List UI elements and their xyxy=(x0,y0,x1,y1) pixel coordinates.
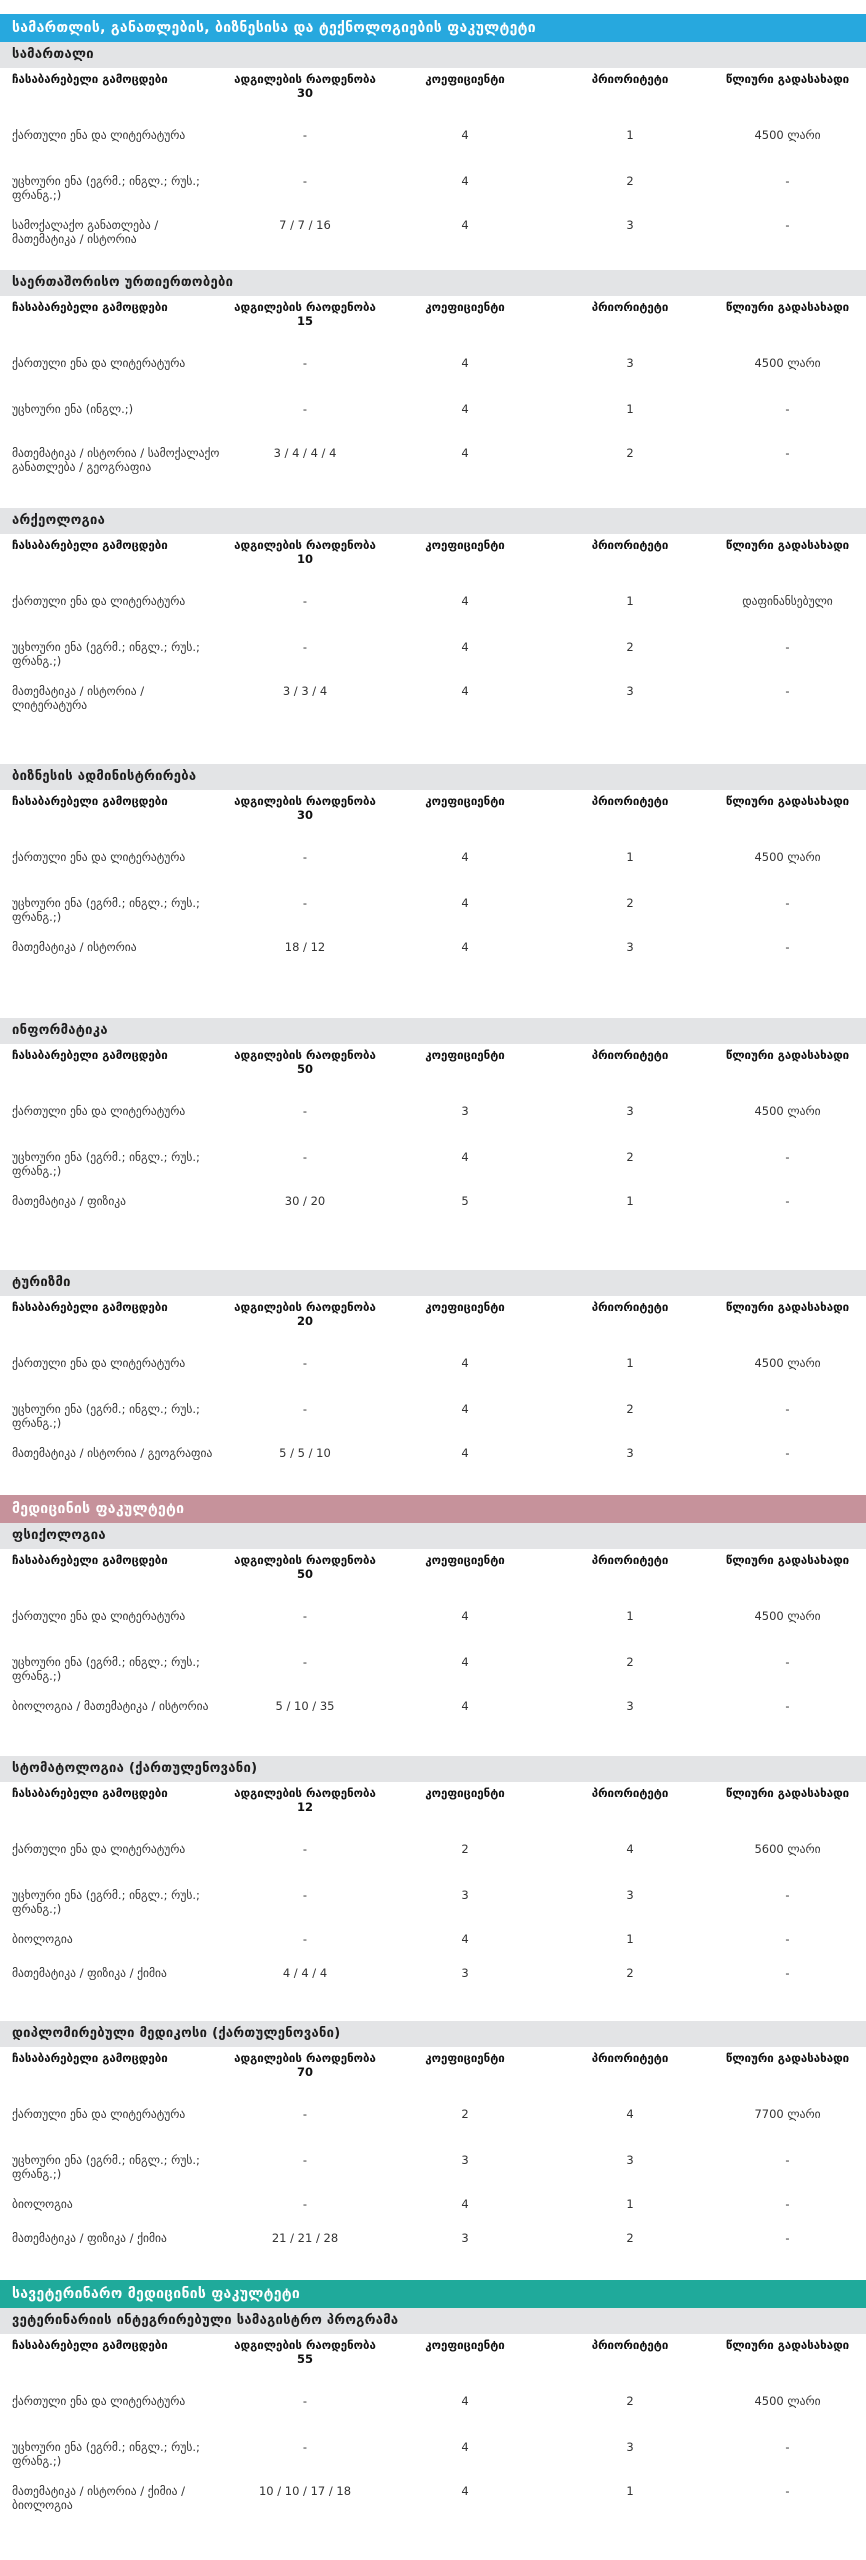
table-row xyxy=(0,2151,866,2195)
subject-cell: ქართული ენა და ლიტერატურა xyxy=(12,594,186,608)
table-row xyxy=(0,354,866,400)
header-priority: პრიორიტეტი xyxy=(591,538,669,552)
places-count: 30 xyxy=(296,86,313,100)
priority-cell: 4 xyxy=(626,2107,634,2121)
fee-cell: - xyxy=(785,1150,790,1164)
coefficient-cell: 3 xyxy=(461,1966,469,1980)
program-section xyxy=(0,508,866,726)
header-subjects: ჩასაბარებელი გამოცდები xyxy=(12,2051,168,2065)
fee-cell: - xyxy=(785,174,790,188)
coefficient-cell: 4 xyxy=(461,684,469,698)
fee-cell: - xyxy=(785,684,790,698)
subject-cell: უცხოური ენა (ეგრმ.; ინგლ.; რუს.; ფრანგ.;) xyxy=(12,1402,200,1430)
coefficient-cell: 4 xyxy=(461,850,469,864)
coefficient-cell: 4 xyxy=(461,2197,469,2211)
table-header xyxy=(0,1044,866,1102)
header-coefficient: კოეფიციენტი xyxy=(425,2338,505,2352)
coefficient-cell: 4 xyxy=(461,2440,469,2454)
places-cell: - xyxy=(302,1150,308,1164)
header-priority: პრიორიტეტი xyxy=(591,72,669,86)
subject-cell: უცხოური ენა (ინგლ.;) xyxy=(12,402,134,416)
places-cell: - xyxy=(302,1888,308,1902)
program-section xyxy=(0,1270,866,1488)
table-row xyxy=(0,1840,866,1886)
subject-cell: ქართული ენა და ლიტერატურა xyxy=(12,128,186,142)
header-subjects: ჩასაბარებელი გამოცდები xyxy=(12,538,168,552)
table-row xyxy=(0,1192,866,1236)
header-places xyxy=(230,72,380,100)
table-row xyxy=(0,1354,866,1400)
header-fee: წლიური გადასახადი xyxy=(725,1553,850,1567)
priority-cell: 1 xyxy=(626,128,634,142)
header-places xyxy=(230,538,380,566)
places-cell: - xyxy=(302,1609,308,1623)
fee-cell: - xyxy=(785,1966,790,1980)
header-fee: წლიური გადასახადი xyxy=(725,794,850,808)
table-row xyxy=(0,2392,866,2438)
places-cell: - xyxy=(302,402,308,416)
table-row xyxy=(0,216,866,258)
coefficient-cell: 4 xyxy=(461,174,469,188)
subject-cell: მათემატიკა / ფიზიკა / ქიმია xyxy=(12,2231,167,2245)
places-count: 15 xyxy=(296,314,313,328)
subject-cell: მათემატიკა / ისტორია / ლიტერატურა xyxy=(12,684,145,712)
places-cell: - xyxy=(302,850,308,864)
coefficient-cell: 4 xyxy=(461,1356,469,1370)
priority-cell: 3 xyxy=(626,218,634,232)
table-header xyxy=(0,2334,866,2392)
subject-cell: ქართული ენა და ლიტერატურა xyxy=(12,850,186,864)
fee-cell: 4500 ლარი xyxy=(754,2394,821,2408)
header-places-label: ადგილების რაოდენობა xyxy=(234,1553,376,1567)
subject-cell: უცხოური ენა (ეგრმ.; ინგლ.; რუს.; ფრანგ.;) xyxy=(12,174,200,202)
header-coefficient: კოეფიციენტი xyxy=(425,538,505,552)
header-fee: წლიური გადასახადი xyxy=(725,1786,850,1800)
priority-cell: 3 xyxy=(626,1446,634,1460)
coefficient-cell: 4 xyxy=(461,2484,469,2498)
header-places xyxy=(230,2051,380,2079)
subject-cell: სამოქალაქო განათლება / მათემატიკა / ისტორია xyxy=(12,218,159,246)
places-count: 20 xyxy=(296,1314,313,1328)
table-row xyxy=(0,2195,866,2229)
priority-cell: 2 xyxy=(626,2231,634,2245)
coefficient-cell: 4 xyxy=(461,356,469,370)
header-places-label: ადგილების რაოდენობა xyxy=(234,72,376,86)
subject-cell: უცხოური ენა (ეგრმ.; ინგლ.; რუს.; ფრანგ.;) xyxy=(12,2153,200,2181)
subject-cell: მათემატიკა / ფიზიკა xyxy=(12,1194,126,1208)
coefficient-cell: 4 xyxy=(461,1699,469,1713)
fee-cell: - xyxy=(785,1932,790,1946)
priority-cell: 3 xyxy=(626,356,634,370)
fee-cell: 4500 ლარი xyxy=(754,1356,821,1370)
program-title: არქეოლოგია xyxy=(0,508,866,534)
places-count: 70 xyxy=(296,2065,313,2079)
coefficient-cell: 4 xyxy=(461,402,469,416)
priority-cell: 3 xyxy=(626,1888,634,1902)
table-row xyxy=(0,444,866,506)
header-fee: წლიური გადასახადი xyxy=(725,300,850,314)
subject-cell: უცხოური ენა (ეგრმ.; ინგლ.; რუს.; ფრანგ.;) xyxy=(12,1655,200,1683)
header-subjects: ჩასაბარებელი გამოცდები xyxy=(12,1048,168,1062)
priority-cell: 2 xyxy=(626,1150,634,1164)
table-header xyxy=(0,2047,866,2105)
header-priority: პრიორიტეტი xyxy=(591,2051,669,2065)
fee-cell: - xyxy=(785,896,790,910)
subject-cell: მათემატიკა / ფიზიკა / ქიმია xyxy=(12,1966,167,1980)
table-row xyxy=(0,2229,866,2273)
priority-cell: 3 xyxy=(626,1104,634,1118)
priority-cell: 2 xyxy=(626,1655,634,1669)
places-cell: - xyxy=(302,1104,308,1118)
header-coefficient: კოეფიციენტი xyxy=(425,72,505,86)
places-cell: - xyxy=(302,1655,308,1669)
coefficient-cell: 4 xyxy=(461,218,469,232)
header-places-label: ადგილების რაოდენობა xyxy=(234,1048,376,1062)
coefficient-cell: 3 xyxy=(461,2231,469,2245)
table-row xyxy=(0,1400,866,1444)
places-cell: 5 / 5 / 10 xyxy=(279,1446,331,1460)
program-section xyxy=(0,270,866,506)
header-subjects: ჩასაბარებელი გამოცდები xyxy=(12,300,168,314)
header-places xyxy=(230,300,380,328)
header-places xyxy=(230,2338,380,2366)
places-count: 50 xyxy=(296,1567,313,1581)
header-subjects: ჩასაბარებელი გამოცდები xyxy=(12,1786,168,1800)
table-row xyxy=(0,172,866,216)
priority-cell: 1 xyxy=(626,1356,634,1370)
priority-cell: 1 xyxy=(626,1609,634,1623)
places-cell: - xyxy=(302,356,308,370)
places-count: 55 xyxy=(296,2352,313,2366)
header-coefficient: კოეფიციენტი xyxy=(425,1553,505,1567)
priority-cell: 1 xyxy=(626,1932,634,1946)
table-row xyxy=(0,938,866,982)
places-cell: - xyxy=(302,2107,308,2121)
priority-cell: 3 xyxy=(626,1699,634,1713)
table-header xyxy=(0,1549,866,1607)
fee-cell: 4500 ლარი xyxy=(754,128,821,142)
program-title: ბიზნესის ადმინისტრირება xyxy=(0,764,866,790)
header-places-label: ადგილების რაოდენობა xyxy=(234,2338,376,2352)
table-header xyxy=(0,1296,866,1354)
table-header xyxy=(0,1782,866,1840)
places-cell: - xyxy=(302,594,308,608)
priority-cell: 2 xyxy=(626,174,634,188)
priority-cell: 3 xyxy=(626,940,634,954)
subject-cell: უცხოური ენა (ეგრმ.; ინგლ.; რუს.; ფრანგ.;) xyxy=(12,1888,200,1916)
fee-cell: 5600 ლარი xyxy=(754,1842,821,1856)
fee-cell: - xyxy=(785,2440,790,2454)
table-row xyxy=(0,1653,866,1697)
header-subjects: ჩასაბარებელი გამოცდები xyxy=(12,2338,168,2352)
program-section xyxy=(0,764,866,982)
priority-cell: 1 xyxy=(626,402,634,416)
places-cell: 3 / 4 / 4 / 4 xyxy=(273,446,337,460)
header-coefficient: კოეფიციენტი xyxy=(425,300,505,314)
coefficient-cell: 2 xyxy=(461,2107,469,2121)
fee-cell: - xyxy=(785,1402,790,1416)
fee-cell: - xyxy=(785,2484,790,2498)
fee-cell: დაფინანსებული xyxy=(742,594,833,608)
program-title: ტურიზმი xyxy=(0,1270,866,1296)
header-priority: პრიორიტეტი xyxy=(591,1300,669,1314)
coefficient-cell: 4 xyxy=(461,594,469,608)
fee-cell: 4500 ლარი xyxy=(754,1609,821,1623)
coefficient-cell: 3 xyxy=(461,2153,469,2167)
header-places xyxy=(230,1300,380,1328)
places-cell: - xyxy=(302,128,308,142)
faculty-header: სავეტერინარო მედიცინის ფაკულტეტი xyxy=(0,2280,866,2308)
places-cell: 7 / 7 / 16 xyxy=(279,218,331,232)
subject-cell: ქართული ენა და ლიტერატურა xyxy=(12,1609,186,1623)
fee-cell: - xyxy=(785,640,790,654)
header-priority: პრიორიტეტი xyxy=(591,2338,669,2352)
header-coefficient: კოეფიციენტი xyxy=(425,794,505,808)
fee-cell: 4500 ლარი xyxy=(754,850,821,864)
faculty-header: მედიცინის ფაკულტეტი xyxy=(0,1495,866,1523)
header-fee: წლიური გადასახადი xyxy=(725,2338,850,2352)
priority-cell: 1 xyxy=(626,2484,634,2498)
coefficient-cell: 4 xyxy=(461,640,469,654)
places-count: 30 xyxy=(296,808,313,822)
priority-cell: 2 xyxy=(626,446,634,460)
table-header xyxy=(0,534,866,592)
header-priority: პრიორიტეტი xyxy=(591,1786,669,1800)
places-cell: 10 / 10 / 17 / 18 xyxy=(258,2484,352,2498)
coefficient-cell: 4 xyxy=(461,1402,469,1416)
places-cell: - xyxy=(302,896,308,910)
fee-cell: 7700 ლარი xyxy=(754,2107,821,2121)
table-row xyxy=(0,126,866,172)
subject-cell: ქართული ენა და ლიტერატურა xyxy=(12,2107,186,2121)
table-row xyxy=(0,894,866,938)
program-title: ვეტერინარიის ინტეგრირებული სამაგისტრო პროგრამა xyxy=(0,2308,866,2334)
fee-cell: - xyxy=(785,446,790,460)
header-priority: პრიორიტეტი xyxy=(591,1048,669,1062)
places-count: 12 xyxy=(296,1800,313,1814)
places-cell: - xyxy=(302,1402,308,1416)
subject-cell: ქართული ენა და ლიტერატურა xyxy=(12,1104,186,1118)
fee-cell: - xyxy=(785,1699,790,1713)
header-fee: წლიური გადასახადი xyxy=(725,2051,850,2065)
coefficient-cell: 4 xyxy=(461,940,469,954)
faculty-header: სამართლის, განათლების, ბიზნესისა და ტექნოლოგიების ფაკულტეტი xyxy=(0,14,866,42)
subject-cell: უცხოური ენა (ეგრმ.; ინგლ.; რუს.; ფრანგ.;) xyxy=(12,896,200,924)
table-row xyxy=(0,1930,866,1964)
coefficient-cell: 4 xyxy=(461,1446,469,1460)
program-title: ფსიქოლოგია xyxy=(0,1523,866,1549)
places-cell: 4 / 4 / 4 xyxy=(282,1966,328,1980)
header-priority: პრიორიტეტი xyxy=(591,1553,669,1567)
header-places xyxy=(230,1048,380,1076)
priority-cell: 2 xyxy=(626,896,634,910)
header-places-label: ადგილების რაოდენობა xyxy=(234,2051,376,2065)
coefficient-cell: 5 xyxy=(461,1194,469,1208)
table-header xyxy=(0,296,866,354)
header-subjects: ჩასაბარებელი გამოცდები xyxy=(12,794,168,808)
fee-cell: 4500 ლარი xyxy=(754,1104,821,1118)
program-title: სტომატოლოგია (ქართულენოვანი) xyxy=(0,1756,866,1782)
program-title: საერთაშორისო ურთიერთობები xyxy=(0,270,866,296)
fee-cell: 4500 ლარი xyxy=(754,356,821,370)
coefficient-cell: 4 xyxy=(461,446,469,460)
places-cell: 3 / 3 / 4 xyxy=(282,684,328,698)
header-places xyxy=(230,794,380,822)
subject-cell: ბიოლოგია / მათემატიკა / ისტორია xyxy=(12,1699,209,1713)
places-cell: - xyxy=(302,640,308,654)
places-cell: - xyxy=(302,2440,308,2454)
places-cell: 30 / 20 xyxy=(284,1194,326,1208)
program-section xyxy=(0,2021,866,2273)
subject-cell: მათემატიკა / ისტორია xyxy=(12,940,137,954)
places-cell: - xyxy=(302,2394,308,2408)
coefficient-cell: 4 xyxy=(461,128,469,142)
fee-cell: - xyxy=(785,2197,790,2211)
program-title: ინფორმატიკა xyxy=(0,1018,866,1044)
table-row xyxy=(0,1697,866,1741)
coefficient-cell: 4 xyxy=(461,2394,469,2408)
priority-cell: 1 xyxy=(626,850,634,864)
priority-cell: 3 xyxy=(626,684,634,698)
table-row xyxy=(0,2482,866,2530)
header-fee: წლიური გადასახადი xyxy=(725,1300,850,1314)
fee-cell: - xyxy=(785,1655,790,1669)
program-section xyxy=(0,1523,866,1741)
program-section xyxy=(0,42,866,258)
table-row xyxy=(0,1886,866,1930)
priority-cell: 4 xyxy=(626,1842,634,1856)
places-cell: - xyxy=(302,2197,308,2211)
subject-cell: ბიოლოგია xyxy=(12,1932,73,1946)
table-row xyxy=(0,1148,866,1192)
coefficient-cell: 2 xyxy=(461,1842,469,1856)
header-places xyxy=(230,1786,380,1814)
table-row xyxy=(0,638,866,682)
table-row xyxy=(0,2438,866,2482)
fee-cell: - xyxy=(785,1194,790,1208)
header-coefficient: კოეფიციენტი xyxy=(425,1048,505,1062)
coefficient-cell: 4 xyxy=(461,1932,469,1946)
header-coefficient: კოეფიციენტი xyxy=(425,2051,505,2065)
header-places-label: ადგილების რაოდენობა xyxy=(234,538,376,552)
places-cell: - xyxy=(302,174,308,188)
program-section xyxy=(0,1018,866,1236)
places-cell: 21 / 21 / 28 xyxy=(271,2231,339,2245)
header-places-label: ადგილების რაოდენობა xyxy=(234,794,376,808)
header-coefficient: კოეფიციენტი xyxy=(425,1786,505,1800)
coefficient-cell: 3 xyxy=(461,1888,469,1902)
program-section xyxy=(0,2308,866,2530)
table-row xyxy=(0,592,866,638)
places-cell: 5 / 10 / 35 xyxy=(275,1699,335,1713)
program-title: სამართალი xyxy=(0,42,866,68)
table-header xyxy=(0,790,866,848)
priority-cell: 2 xyxy=(626,1966,634,1980)
subject-cell: უცხოური ენა (ეგრმ.; ინგლ.; რუს.; ფრანგ.;) xyxy=(12,640,200,668)
fee-cell: - xyxy=(785,1446,790,1460)
priority-cell: 2 xyxy=(626,640,634,654)
header-subjects: ჩასაბარებელი გამოცდები xyxy=(12,1300,168,1314)
table-row xyxy=(0,682,866,726)
subject-cell: უცხოური ენა (ეგრმ.; ინგლ.; რუს.; ფრანგ.;) xyxy=(12,2440,200,2468)
priority-cell: 2 xyxy=(626,2394,634,2408)
priority-cell: 1 xyxy=(626,1194,634,1208)
fee-cell: - xyxy=(785,402,790,416)
coefficient-cell: 4 xyxy=(461,1150,469,1164)
table-row xyxy=(0,400,866,444)
header-fee: წლიური გადასახადი xyxy=(725,538,850,552)
coefficient-cell: 4 xyxy=(461,1655,469,1669)
table-row xyxy=(0,2105,866,2151)
priority-cell: 3 xyxy=(626,2440,634,2454)
subject-cell: ქართული ენა და ლიტერატურა xyxy=(12,356,186,370)
fee-cell: - xyxy=(785,2153,790,2167)
header-priority: პრიორიტეტი xyxy=(591,300,669,314)
subject-cell: უცხოური ენა (ეგრმ.; ინგლ.; რუს.; ფრანგ.;) xyxy=(12,1150,200,1178)
table-row xyxy=(0,848,866,894)
fee-cell: - xyxy=(785,940,790,954)
subject-cell: ქართული ენა და ლიტერატურა xyxy=(12,2394,186,2408)
header-coefficient: კოეფიციენტი xyxy=(425,1300,505,1314)
coefficient-cell: 3 xyxy=(461,1104,469,1118)
header-places-label: ადგილების რაოდენობა xyxy=(234,300,376,314)
subject-cell: ქართული ენა და ლიტერატურა xyxy=(12,1842,186,1856)
table-row xyxy=(0,1607,866,1653)
header-priority: პრიორიტეტი xyxy=(591,794,669,808)
priority-cell: 2 xyxy=(626,1402,634,1416)
places-cell: - xyxy=(302,1932,308,1946)
table-header xyxy=(0,68,866,126)
priority-cell: 3 xyxy=(626,2153,634,2167)
header-subjects: ჩასაბარებელი გამოცდები xyxy=(12,72,168,86)
subject-cell: მათემატიკა / ისტორია / გეოგრაფია xyxy=(12,1446,213,1460)
subject-cell: ქართული ენა და ლიტერატურა xyxy=(12,1356,186,1370)
subject-cell: ბიოლოგია xyxy=(12,2197,73,2211)
subject-cell: მათემატიკა / ისტორია / ქიმია / ბიოლოგია xyxy=(12,2484,185,2512)
program-title: დიპლომირებული მედიკოსი (ქართულენოვანი) xyxy=(0,2021,866,2047)
priority-cell: 1 xyxy=(626,594,634,608)
priority-cell: 1 xyxy=(626,2197,634,2211)
table-row xyxy=(0,1102,866,1148)
coefficient-cell: 4 xyxy=(461,896,469,910)
fee-cell: - xyxy=(785,2231,790,2245)
places-cell: - xyxy=(302,1842,308,1856)
header-places-label: ადგილების რაოდენობა xyxy=(234,1300,376,1314)
program-section xyxy=(0,1756,866,2008)
table-row xyxy=(0,1964,866,2008)
header-places xyxy=(230,1553,380,1581)
header-subjects: ჩასაბარებელი გამოცდები xyxy=(12,1553,168,1567)
subject-cell: მათემატიკა / ისტორია / სამოქალაქო განათლება / გეოგრაფია xyxy=(12,446,220,474)
fee-cell: - xyxy=(785,218,790,232)
table-row xyxy=(0,1444,866,1488)
places-cell: - xyxy=(302,1356,308,1370)
places-count: 50 xyxy=(296,1062,313,1076)
fee-cell: - xyxy=(785,1888,790,1902)
places-cell: - xyxy=(302,2153,308,2167)
places-count: 10 xyxy=(296,552,313,566)
header-fee: წლიური გადასახადი xyxy=(725,72,850,86)
coefficient-cell: 4 xyxy=(461,1609,469,1623)
places-cell: 18 / 12 xyxy=(284,940,326,954)
header-places-label: ადგილების რაოდენობა xyxy=(234,1786,376,1800)
header-fee: წლიური გადასახადი xyxy=(725,1048,850,1062)
